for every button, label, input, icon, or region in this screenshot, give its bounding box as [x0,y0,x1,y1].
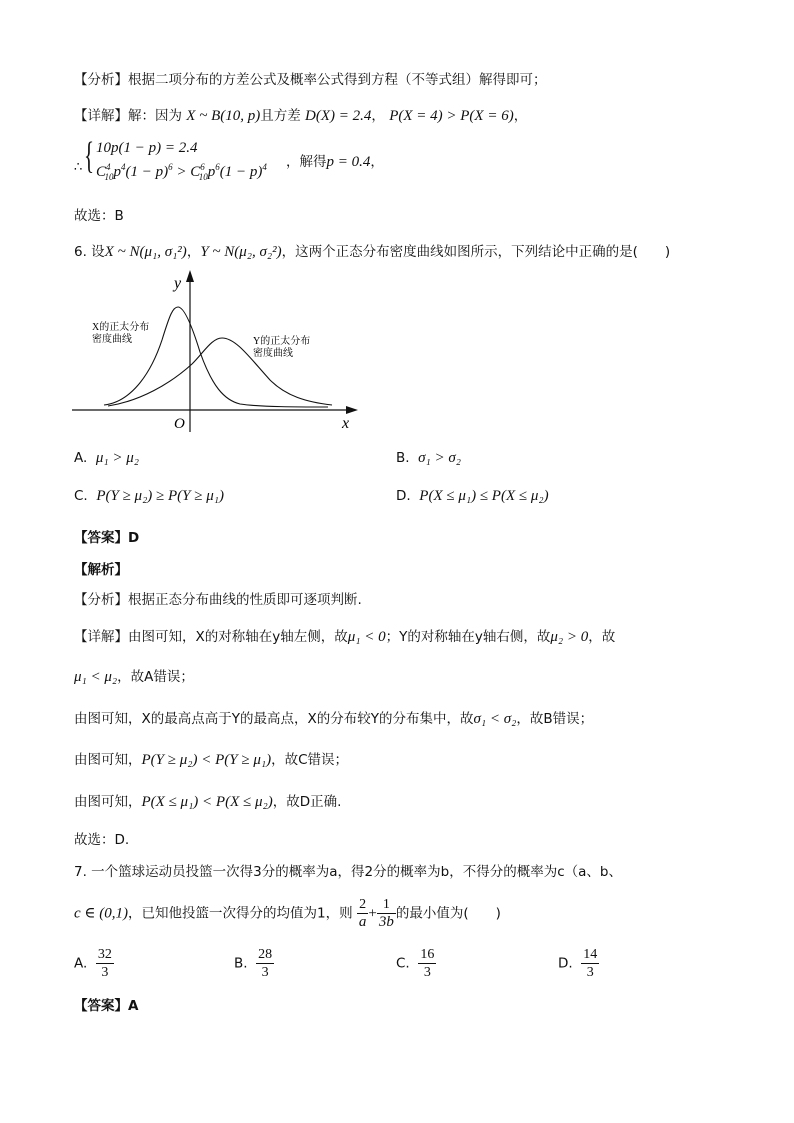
variance-expression: D(X) = 2.4 [305,108,372,124]
q6-stem: 6. 设X ~ N(μ₁, σ₁²)，Y ~ N(μ₂, σ₂²)，这两个正态分布密度曲线如图所示，下列结论中正确的是( ) [74,244,671,260]
system-row-2: $C^4_{10}p^4(1 - p)^6 > C^6_{10}p^6(1 - p)^4$ [96,162,267,182]
q7-stem-line-2: c ∈ (0,1)，已知他投篮一次得分的均值为1，则 $\frac{2}{a}$ + $\frac{1}{3b}$ 的最小值为( ) [74,897,501,930]
q7-option-b: B. $\frac{28}{3}$ [234,947,273,980]
binomial-expression: X ~ B(10, p) [186,108,261,124]
q6-detail-line-4: 由图可知，P(Y ≥ μ₂) < P(Y ≥ μ₁)，故C错误； [74,752,349,768]
q7-option-a: A. $\frac{32}{3}$ [74,947,112,980]
q5-analysis: 【分析】根据二项分布的方差公式及概率公式得到方程（不等式组）解得即可； [74,72,547,88]
q6-choose: 故选：D. [74,832,130,848]
x-curve-label-2: 密度曲线 [92,334,132,345]
q6-analysis: 【分析】根据正态分布曲线的性质即可逐项判断. [74,592,362,608]
y-density-curve [108,338,332,406]
x-axis-arrow [346,406,358,414]
q7-answer: 【答案】A [74,998,139,1014]
q6-option-b: B. σ₁ > σ₂ [396,450,462,466]
therefore-symbol: ∴ [74,160,83,175]
detail-tag: 【详解】 [74,108,128,124]
q6-answer: 【答案】D [74,530,140,546]
q6-explain: 【解析】 [74,562,128,578]
system-conclusion: ，解得p = 0.4， [286,154,384,170]
q7-option-c: C. $\frac{16}{3}$ [396,947,435,980]
system-brace: { [84,135,95,177]
q6-detail-line-3: 由图可知，X的最高点高于Y的最高点，X的分布较Y的分布集中，故σ₁ < σ₂，故B错误； [74,711,594,727]
q6-detail-line-2: μ₁ < μ₂，故A错误； [74,669,194,685]
y-curve-label-2: 密度曲线 [253,348,293,359]
q6-detail-line-5: 由图可知，P(X ≤ μ₁) < P(X ≤ μ₂)，故D正确. [74,794,342,810]
fraction-1-over-3b: $\frac{1}{3b}$ [378,897,394,930]
q5-choose: 故选：B [74,208,124,224]
q7-stem-line-1: 7. 一个篮球运动员投篮一次得3分的概率为a，得2分的概率为b，不得分的概率为c（a、b、 [74,864,622,880]
q6-option-d: D. P(X ≤ μ₁) ≤ P(X ≤ μ₂) [396,488,549,504]
x-curve-label-1: X的正太分布 [92,322,150,333]
x-axis-label: x [342,415,350,432]
normal-distribution-figure [70,266,370,436]
fraction-2-over-a: $\frac{2}{a}$ [358,897,367,930]
y-curve-label-1: Y的正太分布 [253,336,311,347]
system-row-1: 10p(1 − p) = 2.4 [96,140,198,156]
q6-option-a: A. μ₁ > μ₂ [74,450,140,466]
q6-detail-line-1: 【详解】由图可知，X的对称轴在y轴左侧，故μ₁ < 0；Y的对称轴在y轴右侧，故μ₂ > 0，故 [74,629,616,645]
origin-label: O [174,416,185,432]
y-axis-label: y [174,275,182,292]
y-axis-arrow [186,270,194,282]
q6-option-c: C. P(Y ≥ μ₂) ≥ P(Y ≥ μ₁) [74,488,224,504]
q5-detail: 【详解】解：因为 X ~ B(10, p)且方差 D(X) = 2.4， P(X = 4) > P(X = 6)， [74,108,528,124]
q7-option-d: D. $\frac{14}{3}$ [558,947,598,980]
probability-inequality: P(X = 4) > P(X = 6) [389,108,514,124]
